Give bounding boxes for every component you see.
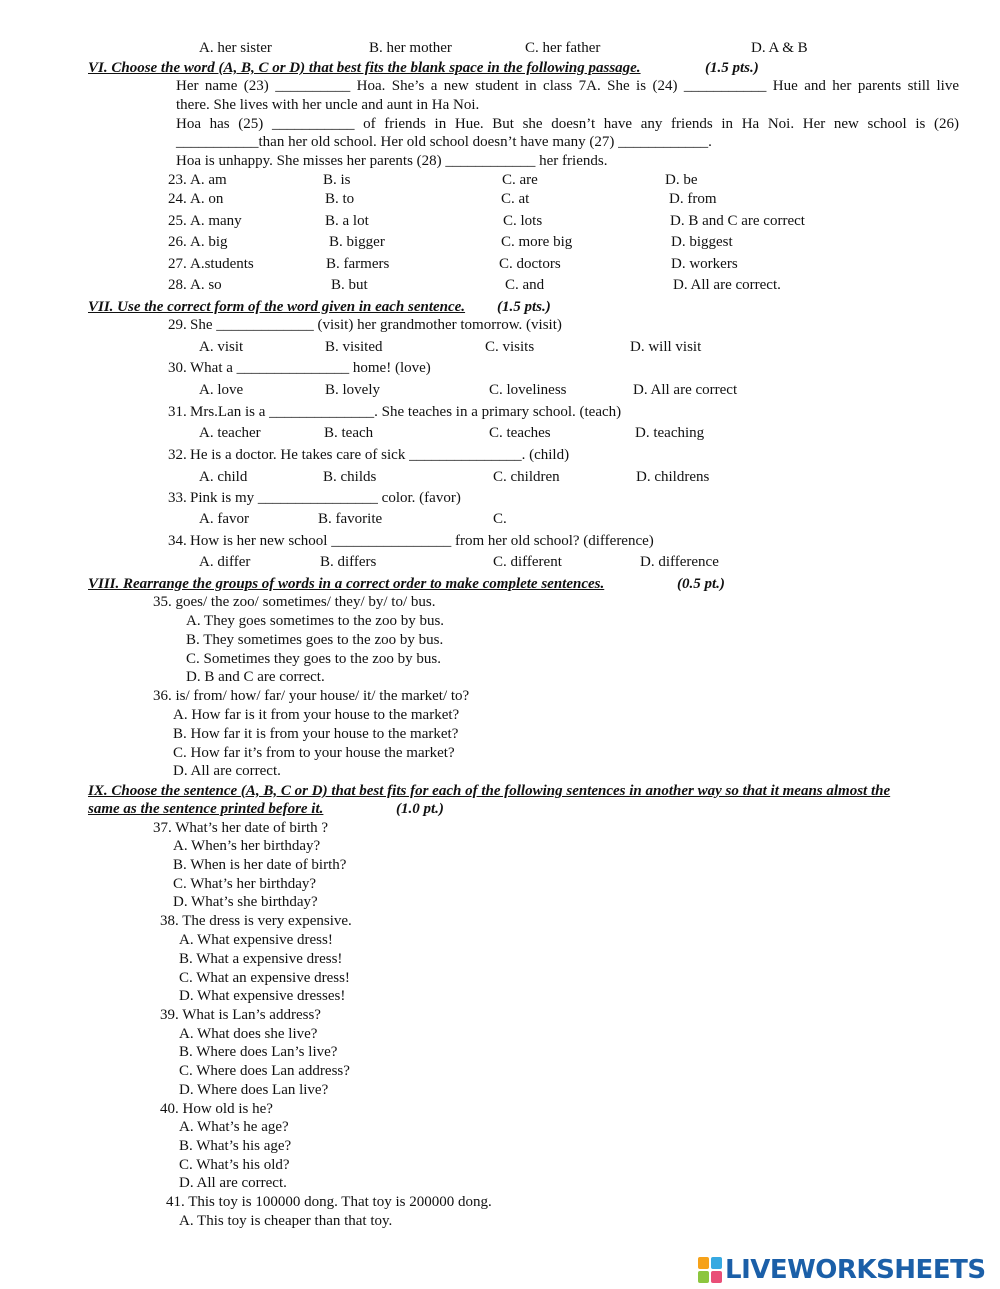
- option-d: D. B and C are correct: [670, 213, 805, 229]
- question-number: 24.: [168, 191, 187, 207]
- option-b: B. teach: [324, 425, 374, 441]
- option-a: A. child: [199, 469, 248, 485]
- option-d: D. be: [665, 172, 698, 188]
- option-d: D. childrens: [636, 469, 710, 485]
- option-b: B. What’s his age?: [179, 1138, 292, 1154]
- passage-line-2: there. She lives with her uncle and aunt in Ha Noi.: [176, 97, 480, 113]
- passage-line-1: Her name (23) __________ Hoa. She’s a new student in class 7A. She is (24) ___________ Hue and her parents still live: [176, 78, 959, 94]
- question-stem: 38. The dress is very expensive.: [160, 913, 352, 929]
- passage-line-3: Hoa has (25) ___________ of friends in Hue. But she doesn’t have any friends in Ha Noi. Her new school is (26): [176, 116, 959, 132]
- option-b: B. is: [323, 172, 351, 188]
- option-c: C. and: [505, 277, 545, 293]
- option-d: D. All are correct: [633, 382, 738, 398]
- option-b: B. Where does Lan’s live?: [179, 1044, 338, 1060]
- question-text: What a _______________ home! (love): [190, 360, 431, 376]
- section-9-points: (1.0 pt.): [396, 801, 444, 817]
- passage-line-4: ___________than her old school. Her old school doesn’t have many (27) ____________.: [176, 134, 712, 150]
- option-a: A. What expensive dress!: [179, 932, 333, 948]
- question-number: 26.: [168, 234, 187, 250]
- option-c: C. lots: [503, 213, 543, 229]
- option-b: B. farmers: [326, 256, 390, 272]
- section-7-points: (1.5 pts.): [497, 299, 551, 315]
- option-d: D. All are correct.: [673, 277, 781, 293]
- option-d: D. difference: [640, 554, 719, 570]
- option-c: C. more big: [501, 234, 573, 250]
- option-d: D. All are correct.: [173, 763, 281, 779]
- option-b: B. favorite: [318, 511, 383, 527]
- question-text: Pink is my ________________ color. (favor): [190, 490, 461, 506]
- passage-line-5: Hoa is unhappy. She misses her parents (28) ____________ her friends.: [176, 153, 608, 169]
- option-a: A. What’s he age?: [179, 1119, 289, 1135]
- option-d: D. What expensive dresses!: [179, 988, 346, 1004]
- option-a: A. on: [190, 191, 224, 207]
- option-c: C. What’s her birthday?: [173, 876, 317, 892]
- option-c: C. at: [501, 191, 530, 207]
- option-a: A. When’s her birthday?: [173, 838, 321, 854]
- option-d: D. Where does Lan live?: [179, 1082, 329, 1098]
- option-c: C. Sometimes they goes to the zoo by bus.: [186, 651, 441, 667]
- logo-text: LIVEWORKSHEETS: [725, 1255, 986, 1285]
- question-text: He is a doctor. He takes care of sick _______________. (child): [190, 447, 570, 463]
- option-b: B. differs: [320, 554, 377, 570]
- section-8-points: (0.5 pt.): [677, 576, 725, 592]
- option-a: A. How far is it from your house to the market?: [173, 707, 460, 723]
- option-a: A. love: [199, 382, 244, 398]
- option-b: B. a lot: [325, 213, 369, 229]
- option-c: C. are: [502, 172, 538, 188]
- option-d: D. teaching: [635, 425, 705, 441]
- option-a: A. visit: [199, 339, 244, 355]
- question-text: Mrs.Lan is a ______________. She teaches in a primary school. (teach): [190, 404, 622, 420]
- option-b: B. lovely: [325, 382, 380, 398]
- question-number: 33.: [168, 490, 187, 506]
- question-stem: 39. What is Lan’s address?: [160, 1007, 321, 1023]
- option-c: C. loveliness: [489, 382, 567, 398]
- question-text: She _____________ (visit) her grandmother tomorrow. (visit): [190, 317, 562, 333]
- option-a: A. favor: [199, 511, 249, 527]
- section-6-points: (1.5 pts.): [705, 60, 759, 76]
- question-stem: 35. goes/ the zoo/ sometimes/ they/ by/ to/ bus.: [153, 594, 436, 610]
- option-d: D. from: [669, 191, 717, 207]
- option-d: D. will visit: [630, 339, 702, 355]
- logo-icon: [698, 1257, 722, 1283]
- option-d: D. B and C are correct.: [186, 669, 325, 685]
- section-9-title-line-1: IX. Choose the sentence (A, B, C or D) that best fits for each of the following sentences in another way so that it means almost the: [88, 783, 891, 799]
- option-b: B. When is her date of birth?: [173, 857, 347, 873]
- option-b: B. What a expensive dress!: [179, 951, 343, 967]
- option-a: A. They goes sometimes to the zoo by bus.: [186, 613, 445, 629]
- option-a: A. her sister: [199, 40, 272, 56]
- liveworksheets-logo: [698, 1255, 994, 1285]
- option-c: C.: [493, 511, 507, 527]
- option-c: C. What’s his old?: [179, 1157, 290, 1173]
- option-a: A. am: [190, 172, 227, 188]
- option-d: D. What’s she birthday?: [173, 894, 318, 910]
- question-number: 34.: [168, 533, 187, 549]
- option-c: C. children: [493, 469, 560, 485]
- question-stem: 36. is/ from/ how/ far/ your house/ it/ the market/ to?: [153, 688, 470, 704]
- question-number: 32.: [168, 447, 187, 463]
- section-7-title: VII. Use the correct form of the word given in each sentence.: [88, 299, 466, 315]
- option-b: B. her mother: [369, 40, 452, 56]
- option-c: C. doctors: [499, 256, 561, 272]
- option-b: B. visited: [325, 339, 383, 355]
- option-b: B. childs: [323, 469, 377, 485]
- option-b: B. to: [325, 191, 355, 207]
- option-d: D. workers: [671, 256, 738, 272]
- option-c: C. What an expensive dress!: [179, 970, 350, 986]
- option-a: A. This toy is cheaper than that toy.: [179, 1213, 393, 1229]
- question-number: 23.: [168, 172, 187, 188]
- question-stem: 41. This toy is 100000 dong. That toy is 200000 dong.: [166, 1194, 492, 1210]
- section-6-title: VI. Choose the word (A, B, C or D) that best fits the blank space in the following passage.: [88, 60, 641, 76]
- option-c: C. her father: [525, 40, 601, 56]
- option-b: B. but: [331, 277, 368, 293]
- option-b: B. bigger: [329, 234, 385, 250]
- question-stem: 37. What’s her date of birth ?: [153, 820, 329, 836]
- question-number: 31.: [168, 404, 187, 420]
- section-9-title-line-2: same as the sentence printed before it.: [88, 801, 324, 817]
- option-c: C. visits: [485, 339, 535, 355]
- option-d: D. biggest: [671, 234, 733, 250]
- option-b: B. How far it is from your house to the market?: [173, 726, 459, 742]
- question-text: How is her new school ________________ from her old school? (difference): [190, 533, 654, 549]
- option-c: C. Where does Lan address?: [179, 1063, 350, 1079]
- option-c: C. teaches: [489, 425, 551, 441]
- logo-tile: [698, 1271, 709, 1283]
- option-c: C. How far it’s from to your house the market?: [173, 745, 455, 761]
- question-number: 28.: [168, 277, 187, 293]
- option-d: D. All are correct.: [179, 1175, 287, 1191]
- section-8-title: VIII. Rearrange the groups of words in a correct order to make complete sentences.: [88, 576, 605, 592]
- question-number: 30.: [168, 360, 187, 376]
- question-number: 29.: [168, 317, 187, 333]
- option-c: C. different: [493, 554, 562, 570]
- option-a: A. differ: [199, 554, 251, 570]
- question-number: 27.: [168, 256, 187, 272]
- question-number: 25.: [168, 213, 187, 229]
- logo-tile: [711, 1257, 722, 1269]
- option-a: A. What does she live?: [179, 1026, 318, 1042]
- logo-tile: [698, 1257, 709, 1269]
- option-a: A. big: [190, 234, 228, 250]
- option-b: B. They sometimes goes to the zoo by bus.: [186, 632, 444, 648]
- option-a: A. teacher: [199, 425, 261, 441]
- option-d: D. A & B: [751, 40, 808, 56]
- question-stem: 40. How old is he?: [160, 1101, 273, 1117]
- option-a: A. many: [190, 213, 242, 229]
- logo-tile: [711, 1271, 722, 1283]
- option-a: A. so: [190, 277, 222, 293]
- option-a: A.students: [190, 256, 254, 272]
